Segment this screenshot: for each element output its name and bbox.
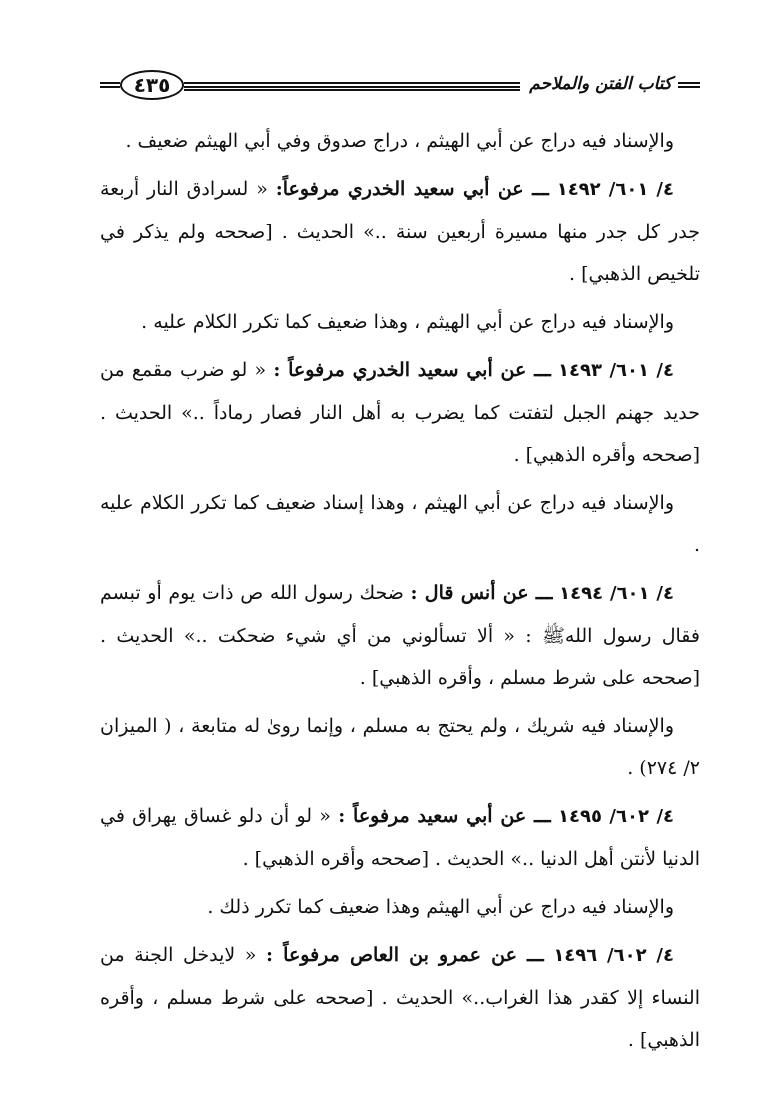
entry-narrator: ـــ عن أبي سعيد مرفوعاً : — [338, 805, 551, 827]
page-number: ٤٣٥ — [120, 70, 184, 100]
note-text: والإسناد فيه دراج عن أبي الهيثم ، وهذا ضعيف كما تكرر الكلام عليه . — [141, 311, 674, 333]
entry-number: ٤/ ٦٠١/ ١٤٩٤ — [559, 583, 674, 604]
note-text: والإسناد فيه دراج عن أبي الهيثم ، وهذا إسناد ضعيف كما تكرر الكلام عليه . — [100, 492, 700, 556]
entry-number: ٤/ ٦٠٢/ ١٤٩٦ — [553, 945, 674, 966]
entry-text: « لايدخل الجنة من النساء إلا كقدر هذا الغراب..» الحديث . [صححه على شرط مسلم ، وأقره الذهبي] . — [100, 944, 700, 1051]
book-title: كتاب الفتن والملاحم — [529, 74, 672, 94]
entry-number: ٤/ ٦٠١/ ١٤٩٣ — [558, 360, 674, 381]
isnad-note — [100, 886, 700, 928]
hadith-entry — [100, 168, 700, 295]
hadith-entry — [100, 934, 700, 1061]
isnad-note — [100, 705, 700, 789]
header-rule-right — [678, 82, 700, 91]
isnad-note — [100, 482, 700, 566]
entry-text: « لو ضرب مقمع من حديد جهنم الجبل لتفتت كما يضرب به أهل النار فصار رماداً ..» الحديث . [صححه وأقره الذهبي] . — [100, 359, 700, 466]
entry-number: ٤/ ٦٠١/ ١٤٩٢ — [556, 179, 674, 200]
entry-text: « لسرادق النار أربعة جدر كل جدر منها مسيرة أربعين سنة ..» الحديث . [صححه ولم يذكر في تلخيص الذهبي] . — [100, 178, 700, 285]
page-header — [100, 68, 700, 108]
isnad-note — [100, 301, 700, 343]
note-text: والإسناد فيه دراج عن أبي الهيثم وهذا ضعيف كما تكرر ذلك . — [207, 896, 674, 918]
hadith-entry — [100, 795, 700, 880]
entry-number: ٤/ ٦٠٢/ ١٤٩٥ — [557, 806, 675, 827]
entry-text: « لو أن دلو غساق يهراق في الدنيا لأنتن أهل الدنيا ..» الحديث . [صححه وأقره الذهبي] . — [100, 805, 700, 870]
entry-narrator: ـــ عن أبي سعيد الخدري مرفوعاً : — [273, 359, 551, 381]
hadith-entry — [100, 349, 700, 476]
note-text: والإسناد فيه دراج عن أبي الهيثم ، دراج صدوق وفي أبي الهيثم ضعيف . — [125, 130, 674, 152]
entry-narrator: ـــ عن عمرو بن العاص مرفوعاً : — [266, 944, 544, 966]
note-text: والإسناد فيه شريك ، ولم يحتج به مسلم ، وإنما روىٰ له متابعة ، ( الميزان ٢/ ٢٧٤) . — [100, 715, 700, 779]
entry-narrator: ـــ عن أبي سعيد الخدري مرفوعاً: — [275, 178, 549, 200]
page-body — [100, 120, 700, 1067]
hadith-entry — [100, 572, 700, 699]
header-rule-middle — [184, 82, 520, 91]
isnad-note — [100, 120, 700, 162]
entry-text: ضحك رسول الله ص ذات يوم أو تبسم فقال رسول اللهﷺ : « ألا تسألوني من أي شيء ضحكت ..» الحديث . [صححه على شرط مسلم ، وأقره الذهبي] . — [100, 582, 700, 689]
header-rule-left — [100, 82, 120, 91]
entry-narrator: ـــ عن أنس قال : — [410, 582, 553, 604]
